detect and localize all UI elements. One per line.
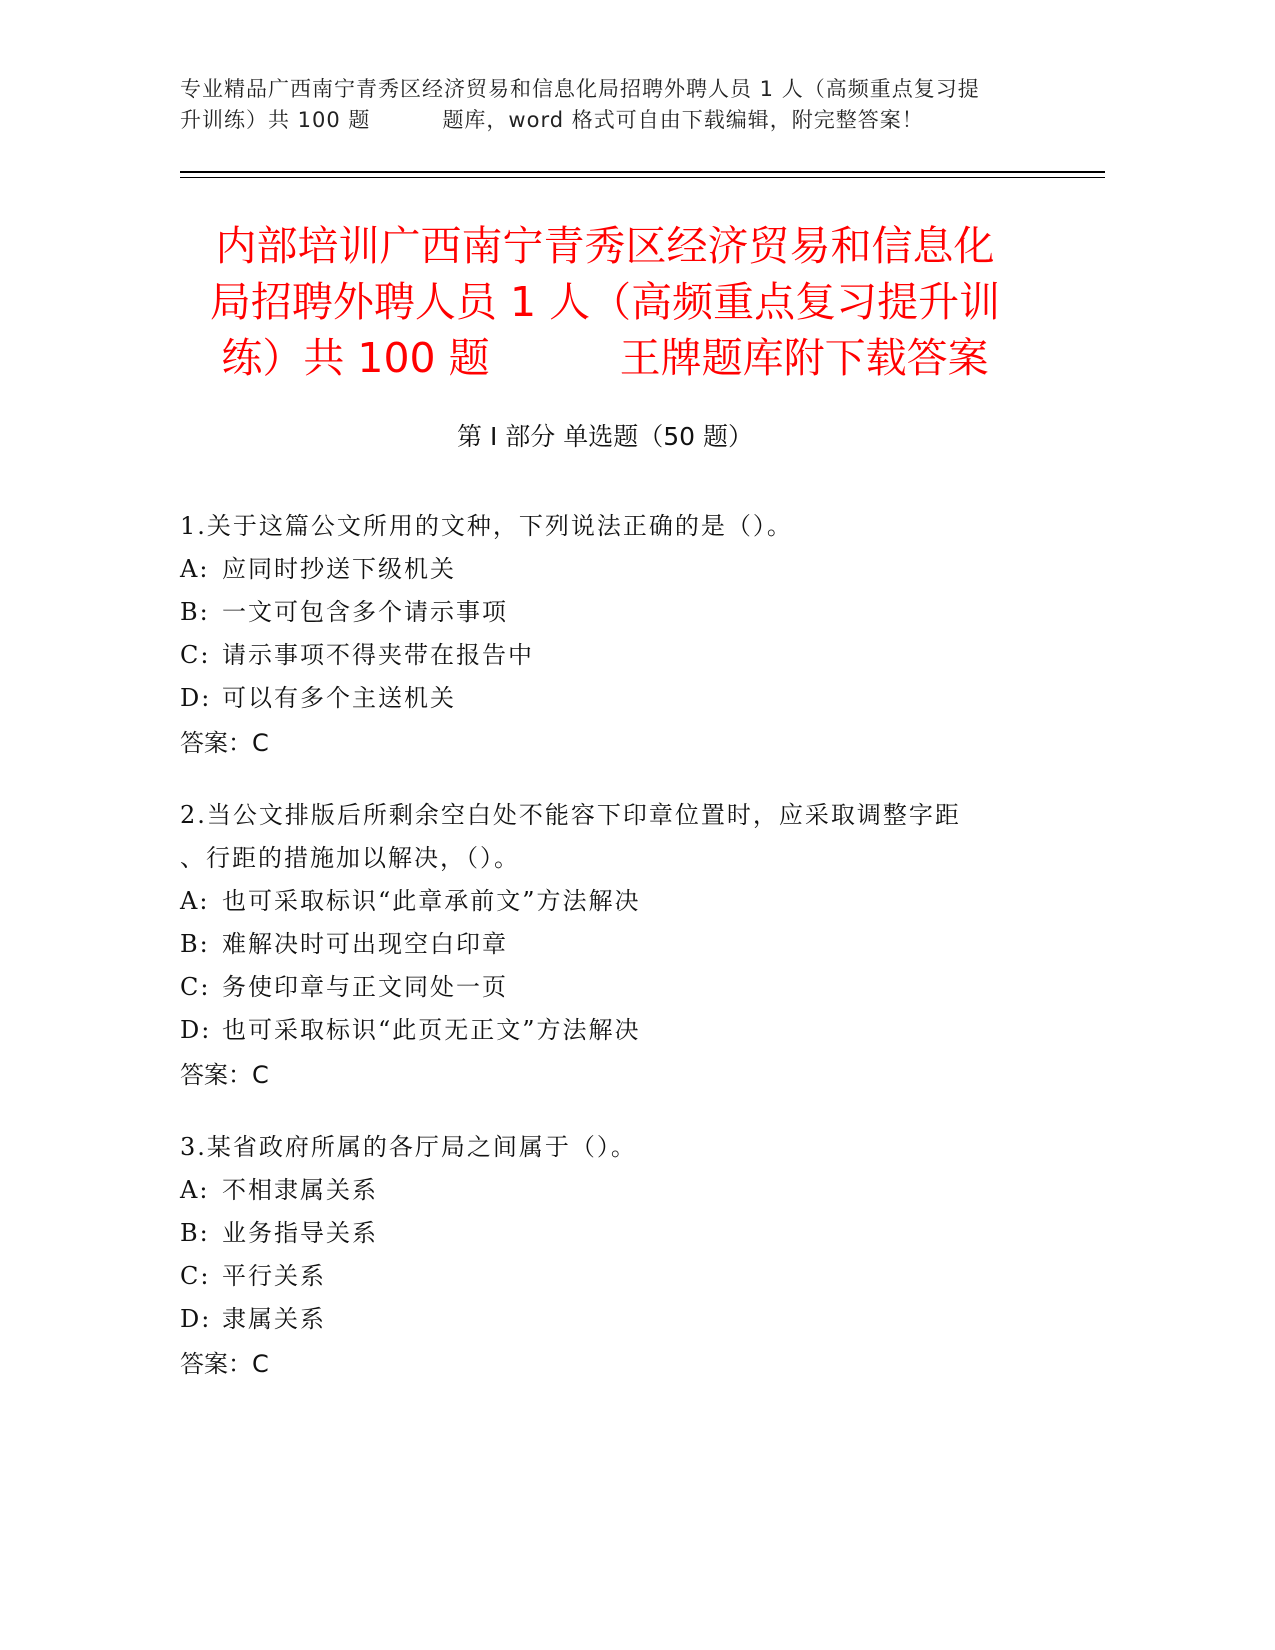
option-text: 务使印章与正文同处一页 [222, 973, 508, 1001]
question-stem: 2.当公文排版后所剩余空白处不能容下印章位置时，应采取调整字距 [180, 801, 961, 829]
option-a [180, 880, 1040, 923]
option-d [180, 1298, 1040, 1341]
option-letter: D: [180, 684, 212, 712]
option-a [180, 548, 1040, 591]
page-header [180, 74, 1060, 136]
question-item [180, 1126, 1040, 1387]
answer-text: 答案：C [180, 1350, 269, 1378]
option-text: 平行关系 [222, 1262, 326, 1290]
header-divider-thin [180, 177, 1105, 178]
option-letter: C: [180, 641, 211, 669]
question-stem: 3.某省政府所属的各厅局之间属于（）。 [180, 1133, 637, 1161]
option-text: 请示事项不得夹带在报告中 [222, 641, 534, 669]
title-line-3 [180, 330, 1030, 386]
option-text: 业务指导关系 [222, 1219, 378, 1247]
option-text: 难解决时可出现空白印章 [222, 930, 508, 958]
option-text: 可以有多个主送机关 [222, 684, 456, 712]
title-line-3-part-2: 王牌题库附下载答案 [619, 334, 989, 382]
option-c [180, 966, 1040, 1009]
option-letter: C: [180, 973, 211, 1001]
option-letter: B: [180, 1219, 210, 1247]
option-text: 应同时抄送下级机关 [222, 555, 456, 583]
option-letter: A: [180, 887, 210, 915]
option-letter: A: [180, 1176, 210, 1204]
answer-text: 答案：C [180, 729, 269, 757]
option-d [180, 1009, 1040, 1052]
option-letter: B: [180, 598, 210, 626]
option-c [180, 1255, 1040, 1298]
title-line-2: 局招聘外聘人员 1 人（高频重点复习提升训 [209, 278, 1001, 326]
answer-text: 答案：C [180, 1061, 269, 1089]
section-title: 第 I 部分 单选题（50 题） [457, 422, 753, 451]
header-line-2-part-2: 题库，word 格式可自由下载编辑，附完整答案！ [442, 108, 924, 132]
option-text: 不相隶属关系 [222, 1176, 378, 1204]
header-line-2-part-1: 升训练）共 100 题 [180, 108, 371, 132]
option-a [180, 1169, 1040, 1212]
option-text: 也可采取标识“此页无正文”方法解决 [222, 1016, 641, 1044]
option-text: 也可采取标识“此章承前文”方法解决 [222, 887, 641, 915]
question-stem-continued: 、行距的措施加以解决，（）。 [180, 844, 520, 872]
question-item [180, 505, 1040, 766]
option-letter: D: [180, 1016, 212, 1044]
option-letter: A: [180, 555, 210, 583]
option-c [180, 634, 1040, 677]
question-list [180, 505, 1040, 1415]
option-letter: C: [180, 1262, 211, 1290]
title-line-3-part-1: 练）共 100 题 [221, 334, 490, 382]
option-text: 一文可包含多个请示事项 [222, 598, 508, 626]
document-title [180, 218, 1030, 386]
question-item [180, 794, 1040, 1098]
option-b [180, 1212, 1040, 1255]
header-line-1: 专业精品广西南宁青秀区经济贸易和信息化局招聘外聘人员 1 人（高频重点复习提 [180, 77, 980, 101]
question-stem: 1.关于这篇公文所用的文种，下列说法正确的是（）。 [180, 512, 793, 540]
option-b [180, 591, 1040, 634]
option-b [180, 923, 1040, 966]
option-letter: B: [180, 930, 210, 958]
option-text: 隶属关系 [222, 1305, 326, 1333]
option-letter: D: [180, 1305, 212, 1333]
header-line-2 [180, 105, 1060, 136]
header-divider-thick [180, 171, 1105, 173]
option-d [180, 677, 1040, 720]
title-line-1: 内部培训广西南宁青秀区经济贸易和信息化 [215, 222, 995, 270]
